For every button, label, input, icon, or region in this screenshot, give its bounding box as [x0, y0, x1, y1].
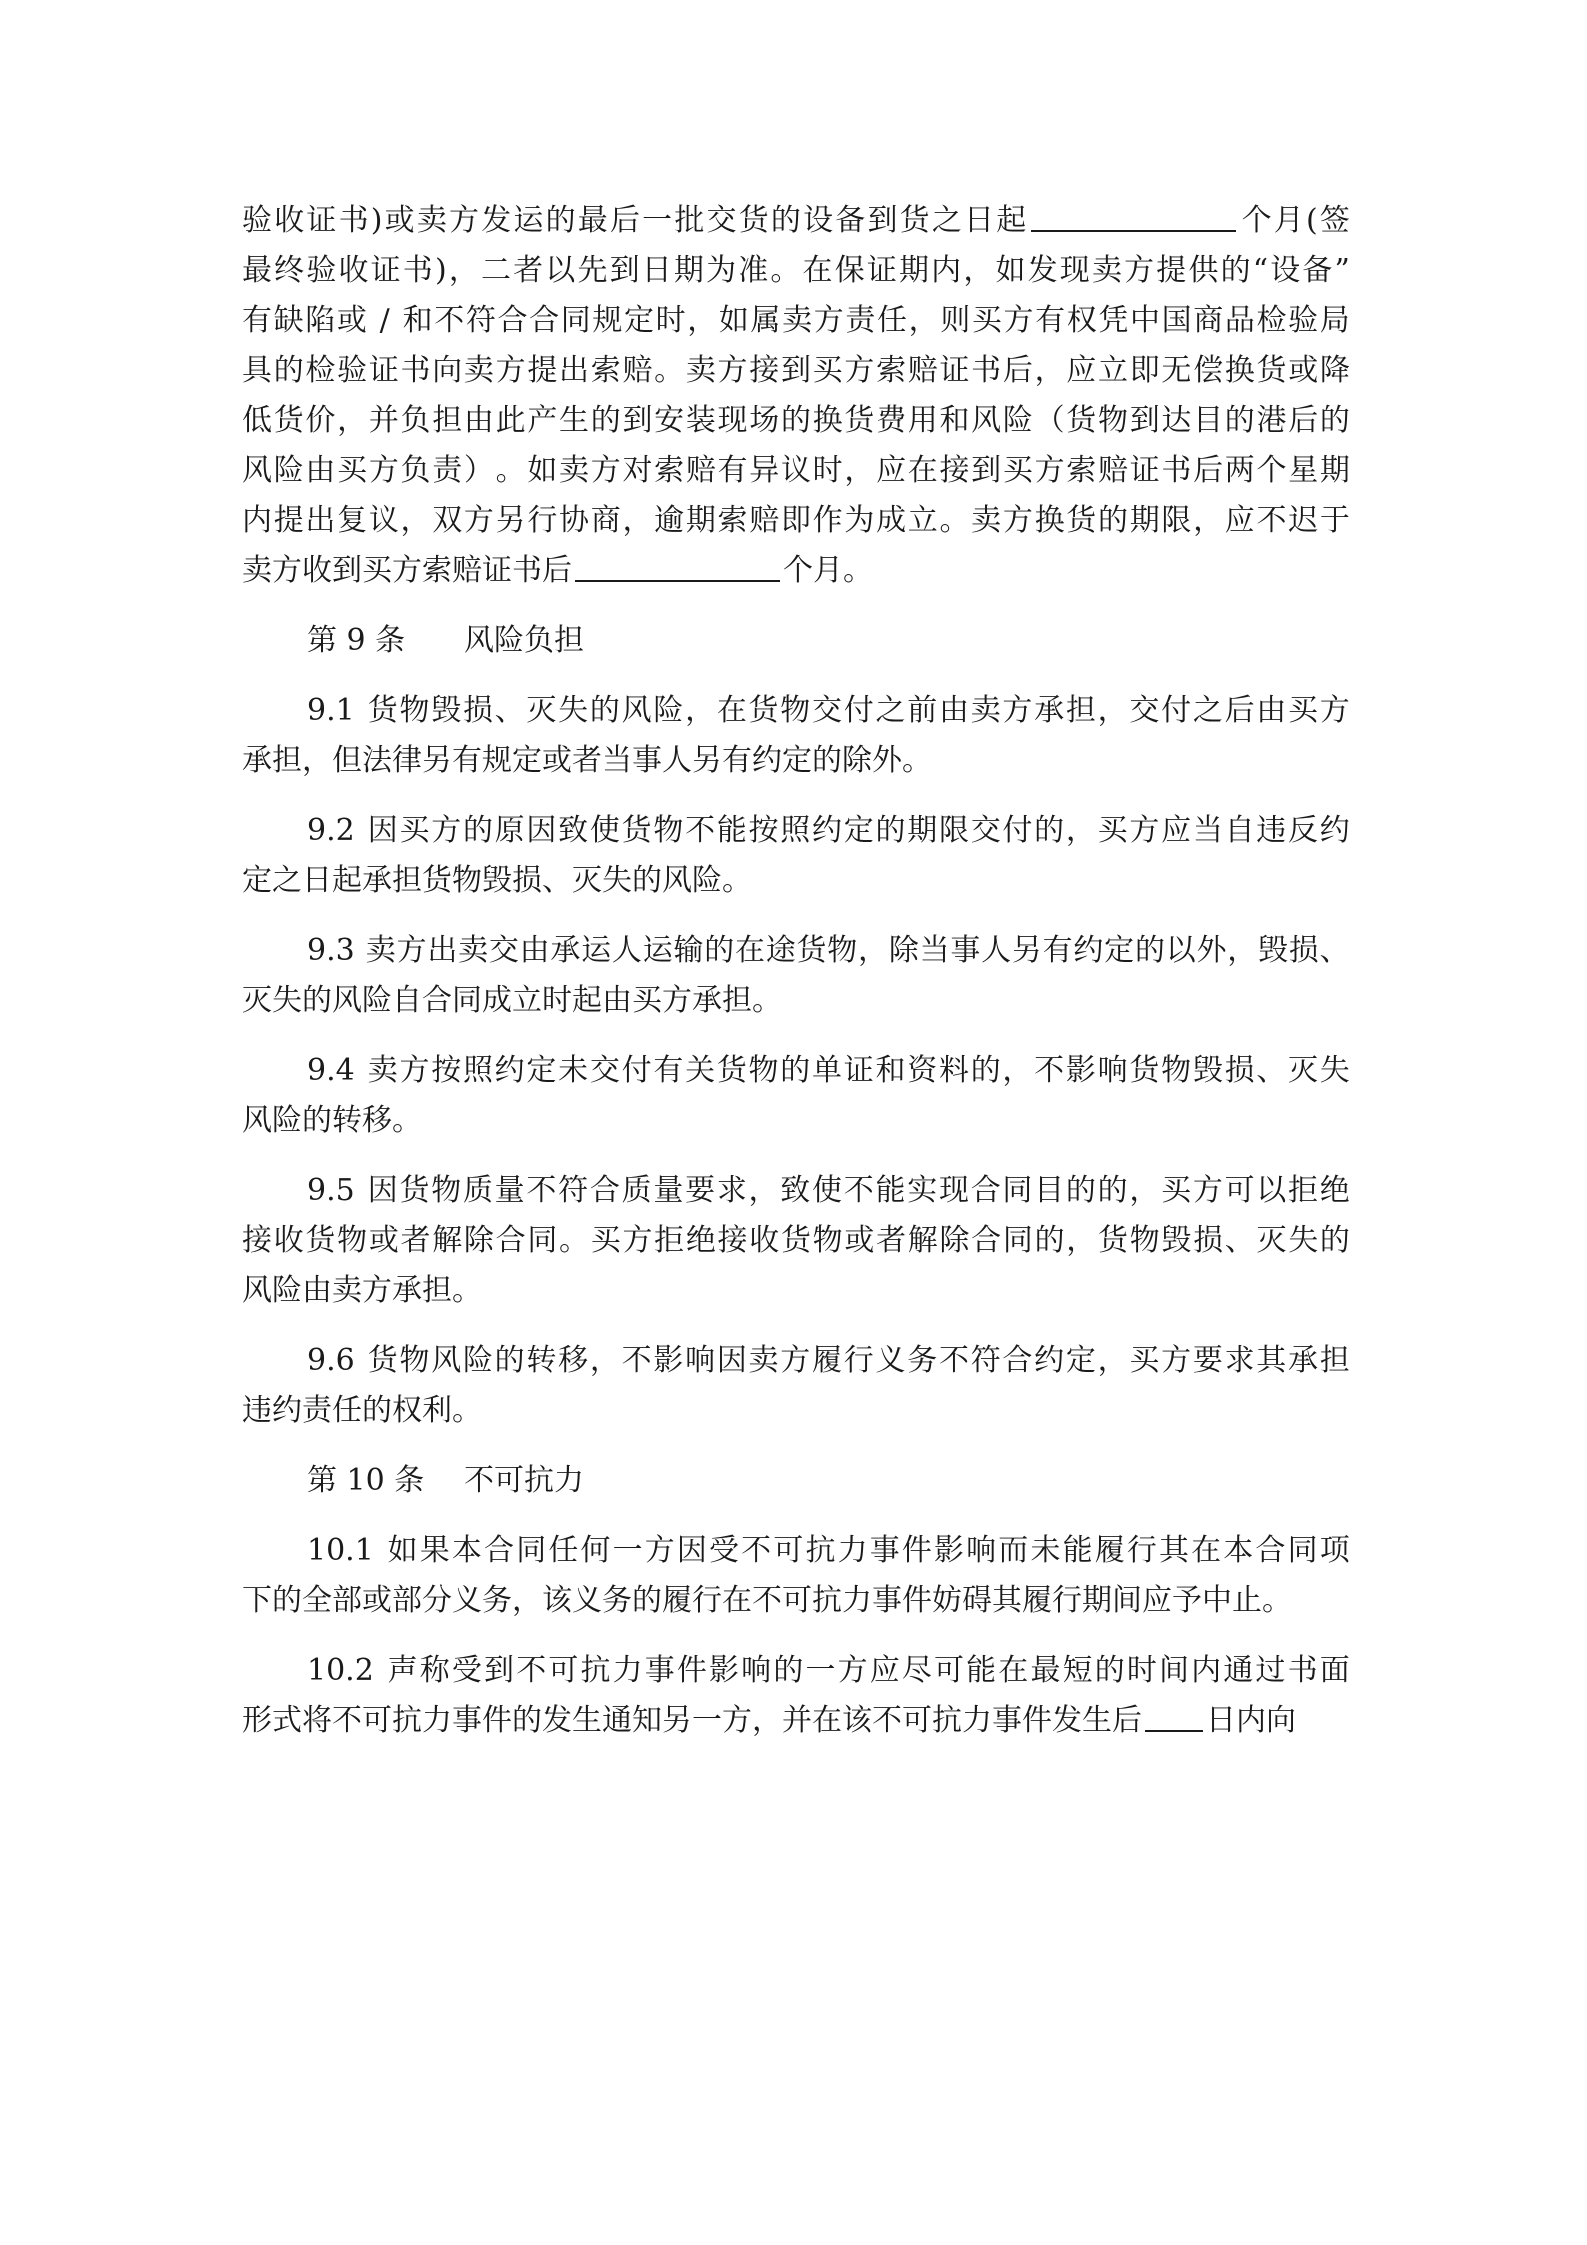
text-line: 低 货 价 ， 并 负 担 由 此 产 生 的 到 安 装 现 场 的 换 货 费 用 和 风 险 （ 货 物 到 达 目 的 港 后 的 — [242, 403, 1350, 438]
text-line: 9.4 卖 方 按 照 约 定 未 交 付 有 关 货 物 的 单 证 和 资 料 的 ， 不 影 响 货 物 毁 损 、 灭 失 — [307, 1053, 1350, 1088]
text-line: 风 险 由 买 方 负 责 ） 。 如 卖 方 对 索 赔 有 异 议 时 ， 应 在 接 到 买 方 索 赔 证 书 后 两 个 星 期 — [242, 453, 1350, 488]
paragraph — [242, 1336, 1350, 1436]
text-line: 定 之 日 起 承 担 货 物 毁 损 、 灭 失 的 风 险 。 — [242, 863, 752, 898]
paragraph — [242, 1166, 1350, 1316]
article-number: 第 10 条 — [307, 1463, 425, 1498]
text-line: 9.2 因 买 方 的 原 因 致 使 货 物 不 能 按 照 约 定 的 期 限 交 付 的 ， 买 方 应 当 自 违 反 约 — [307, 813, 1350, 848]
text-line: 9.3 卖 方 出 卖 交 由 承 运 人 运 输 的 在 途 货 物 ， 除 当 事 人 另 有 约 定 的 以 外 ， 毁 损 、 — [307, 933, 1350, 968]
article-title: 风险负担 — [464, 623, 584, 658]
document-page — [242, 196, 1350, 1766]
text-line: 下 的 全 部 或 部 分 义 务 ， 该 义 务 的 履 行 在 不 可 抗 力 事 件 妨 碍 其 履 行 期 间 应 予 中 止 。 — [242, 1583, 1292, 1618]
text-line: 验 收 证 书 ) 或 卖 方 发 运 的 最 后 一 批 交 货 的 设 备 到 货 之 日 起 个 月 ( 签 — [242, 196, 1350, 246]
article-number: 第 9 条 — [307, 623, 406, 658]
text-line: 具 的 检 验 证 书 向 卖 方 提 出 索 赔 。 卖 方 接 到 买 方 索 赔 证 书 后 ， 应 立 即 无 偿 换 货 或 降 — [242, 353, 1350, 388]
text-line: 9.6 货 物 风 险 的 转 移 ， 不 影 响 因 卖 方 履 行 义 务 不 符 合 约 定 ， 买 方 要 求 其 承 担 — [307, 1343, 1350, 1378]
text-line: 9.1 货 物 毁 损 、 灭 失 的 风 险 ， 在 货 物 交 付 之 前 由 卖 方 承 担 ， 交 付 之 后 由 买 方 — [307, 693, 1350, 728]
article-heading — [242, 616, 1350, 666]
text-line: 内 提 出 复 议 ， 双 方 另 行 协 商 ， 逾 期 索 赔 即 作 为 成 立 。 卖 方 换 货 的 期 限 ， 应 不 迟 于 — [242, 503, 1350, 538]
text-line: 灭 失 的 风 险 自 合 同 成 立 时 起 由 买 方 承 担 。 — [242, 983, 782, 1018]
paragraph — [242, 1646, 1350, 1746]
text-line: 形 式 将 不 可 抗 力 事 件 的 发 生 通 知 另 一 方 ， 并 在 该 不 可 抗 力 事 件 发 生 后 日 内 向 — [242, 1696, 1350, 1746]
text-line: 风 险 的 转 移 。 — [242, 1103, 422, 1138]
text-line: 最 终 验 收 证 书 ) ， 二 者 以 先 到 日 期 为 准 。 在 保 证 期 内 ， 如 发 现 卖 方 提 供 的 “ 设 备 ” — [242, 253, 1350, 288]
paragraph — [242, 686, 1350, 786]
paragraph — [242, 1526, 1350, 1626]
paragraph — [242, 1046, 1350, 1146]
text-line: 卖 方 收 到 买 方 索 赔 证 书 后 个 月 。 — [242, 546, 1350, 596]
paragraph — [242, 196, 1350, 596]
paragraph — [242, 806, 1350, 906]
text-line: 10.2 声 称 受 到 不 可 抗 力 事 件 影 响 的 一 方 应 尽 可 能 在 最 短 的 时 间 内 通 过 书 面 — [307, 1653, 1350, 1688]
article-title: 不可抗力 — [464, 1463, 584, 1498]
article-heading — [242, 1456, 1350, 1506]
text-line: 风 险 由 卖 方 承 担 。 — [242, 1273, 482, 1308]
paragraph — [242, 926, 1350, 1026]
text-line: 9.5 因 货 物 质 量 不 符 合 质 量 要 求 ， 致 使 不 能 实 现 合 同 目 的 的 ， 买 方 可 以 拒 绝 — [307, 1173, 1350, 1208]
text-line: 10.1 如 果 本 合 同 任 何 一 方 因 受 不 可 抗 力 事 件 影 响 而 未 能 履 行 其 在 本 合 同 项 — [307, 1533, 1350, 1568]
text-line: 违 约 责 任 的 权 利 。 — [242, 1393, 482, 1428]
text-line: 接 收 货 物 或 者 解 除 合 同 。 买 方 拒 绝 接 收 货 物 或 者 解 除 合 同 的 ， 货 物 毁 损 、 灭 失 的 — [242, 1223, 1350, 1258]
text-line: 有 缺 陷 或 / 和 不 符 合 合 同 规 定 时 ， 如 属 卖 方 责 任 ， 则 买 方 有 权 凭 中 国 商 品 检 验 局 — [242, 303, 1350, 338]
text-line: 承 担 ， 但 法 律 另 有 规 定 或 者 当 事 人 另 有 约 定 的 除 外 。 — [242, 743, 932, 778]
fill-in-blank — [1145, 1696, 1203, 1732]
fill-in-blank — [575, 546, 780, 582]
fill-in-blank — [1031, 196, 1236, 232]
